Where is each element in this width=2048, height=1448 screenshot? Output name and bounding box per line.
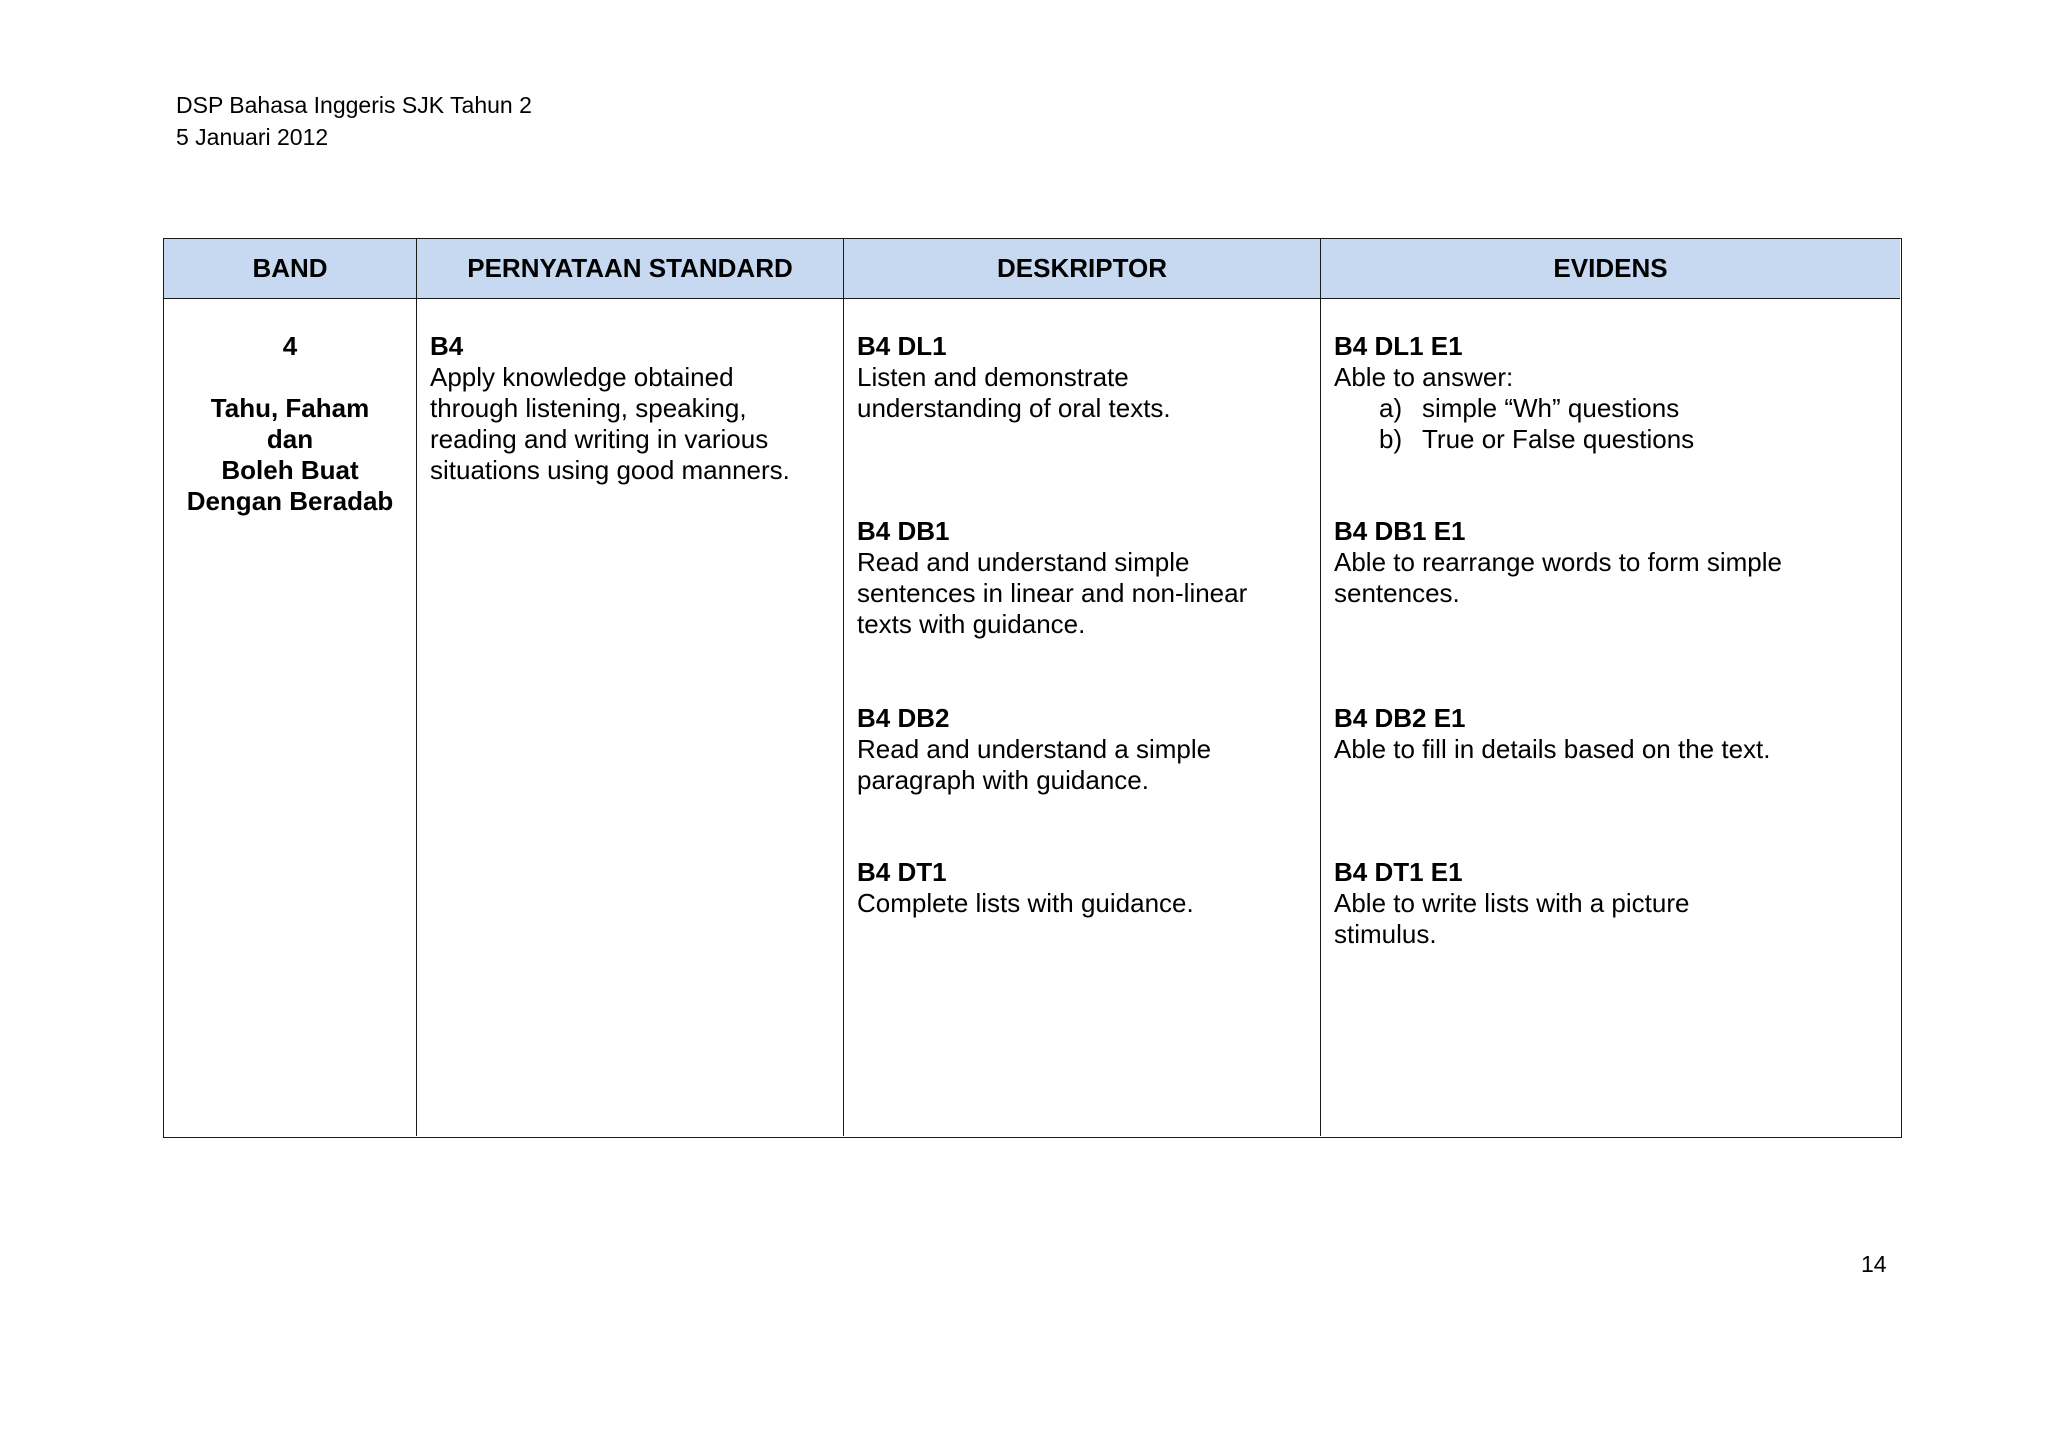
column-header-evidens: EVIDENS xyxy=(1321,239,1900,299)
standard-content xyxy=(430,331,790,486)
band-label-line: Dengan Beradab xyxy=(186,486,394,516)
band-level: 4 xyxy=(282,331,298,361)
standard-text-line: situations using good manners. xyxy=(430,455,790,485)
standard-text-line: reading and writing in various xyxy=(430,424,769,454)
descriptor-code: B4 DB2 xyxy=(857,703,950,733)
evidens-text-line: Able to rearrange words to form simple xyxy=(1334,547,1782,577)
evidens-text-line: Able to write lists with a picture xyxy=(1334,888,1690,918)
descriptor-text-line: Read and understand simple xyxy=(857,547,1190,577)
evidens-text-line: Able to answer: xyxy=(1334,362,1514,392)
evidens-item xyxy=(1334,703,1771,765)
standards-table xyxy=(163,238,1902,1138)
standard-code: B4 xyxy=(430,331,464,361)
evidens-text-line: sentences. xyxy=(1334,578,1460,608)
descriptor-code: B4 DB1 xyxy=(857,516,950,546)
band-label-line: Tahu, Faham xyxy=(210,393,370,423)
evidens-item xyxy=(1334,516,1782,609)
list-text: True or False questions xyxy=(1422,424,1695,454)
standard-text-line: through listening, speaking, xyxy=(430,393,747,423)
column-header-standard: PERNYATAAN STANDARD xyxy=(417,239,844,299)
list-text: simple “Wh” questions xyxy=(1422,393,1680,423)
evidens-item xyxy=(1334,331,1695,455)
descriptor-item xyxy=(857,703,1211,796)
descriptor-text-line: paragraph with guidance. xyxy=(857,765,1149,795)
descriptor-item xyxy=(857,331,1171,424)
standard-cell xyxy=(417,299,844,1136)
evidens-list-item xyxy=(1334,424,1695,455)
descriptor-text-line: Listen and demonstrate xyxy=(857,362,1129,392)
standard-text-line: Apply knowledge obtained xyxy=(430,362,734,392)
descriptor-item xyxy=(857,857,1194,919)
evidens-text-line: Able to fill in details based on the text. xyxy=(1334,734,1771,764)
descriptor-item xyxy=(857,516,1247,640)
descriptor-cell xyxy=(844,299,1321,1136)
evidens-cell xyxy=(1321,299,1900,1136)
band-content xyxy=(164,331,416,517)
running-header xyxy=(176,89,532,153)
evidens-code: B4 DT1 E1 xyxy=(1334,857,1463,887)
descriptor-text-line: understanding of oral texts. xyxy=(857,393,1171,423)
descriptor-text-line: Complete lists with guidance. xyxy=(857,888,1194,918)
evidens-code: B4 DL1 E1 xyxy=(1334,331,1463,361)
page-number: 14 xyxy=(1861,1251,1887,1277)
band-label-line: Boleh Buat xyxy=(221,455,359,485)
evidens-list-item xyxy=(1334,393,1680,424)
evidens-item xyxy=(1334,857,1689,950)
list-marker: a) xyxy=(1379,393,1403,423)
descriptor-text-line: sentences in linear and non-linear xyxy=(857,578,1248,608)
descriptor-code: B4 DT1 xyxy=(857,857,947,887)
document-date: 5 Januari 2012 xyxy=(176,124,329,150)
column-header-descriptor: DESKRIPTOR xyxy=(844,239,1321,299)
column-header-band: BAND xyxy=(164,239,417,299)
descriptor-text-line: texts with guidance. xyxy=(857,609,1086,639)
evidens-code: B4 DB2 E1 xyxy=(1334,703,1466,733)
list-marker: b) xyxy=(1379,424,1403,454)
descriptor-text-line: Read and understand a simple xyxy=(857,734,1212,764)
band-label-line: dan xyxy=(266,424,314,454)
evidens-code: B4 DB1 E1 xyxy=(1334,516,1466,546)
evidens-text-line: stimulus. xyxy=(1334,919,1437,949)
document-title: DSP Bahasa Inggeris SJK Tahun 2 xyxy=(176,92,532,118)
descriptor-code: B4 DL1 xyxy=(857,331,947,361)
band-cell xyxy=(164,299,417,1136)
